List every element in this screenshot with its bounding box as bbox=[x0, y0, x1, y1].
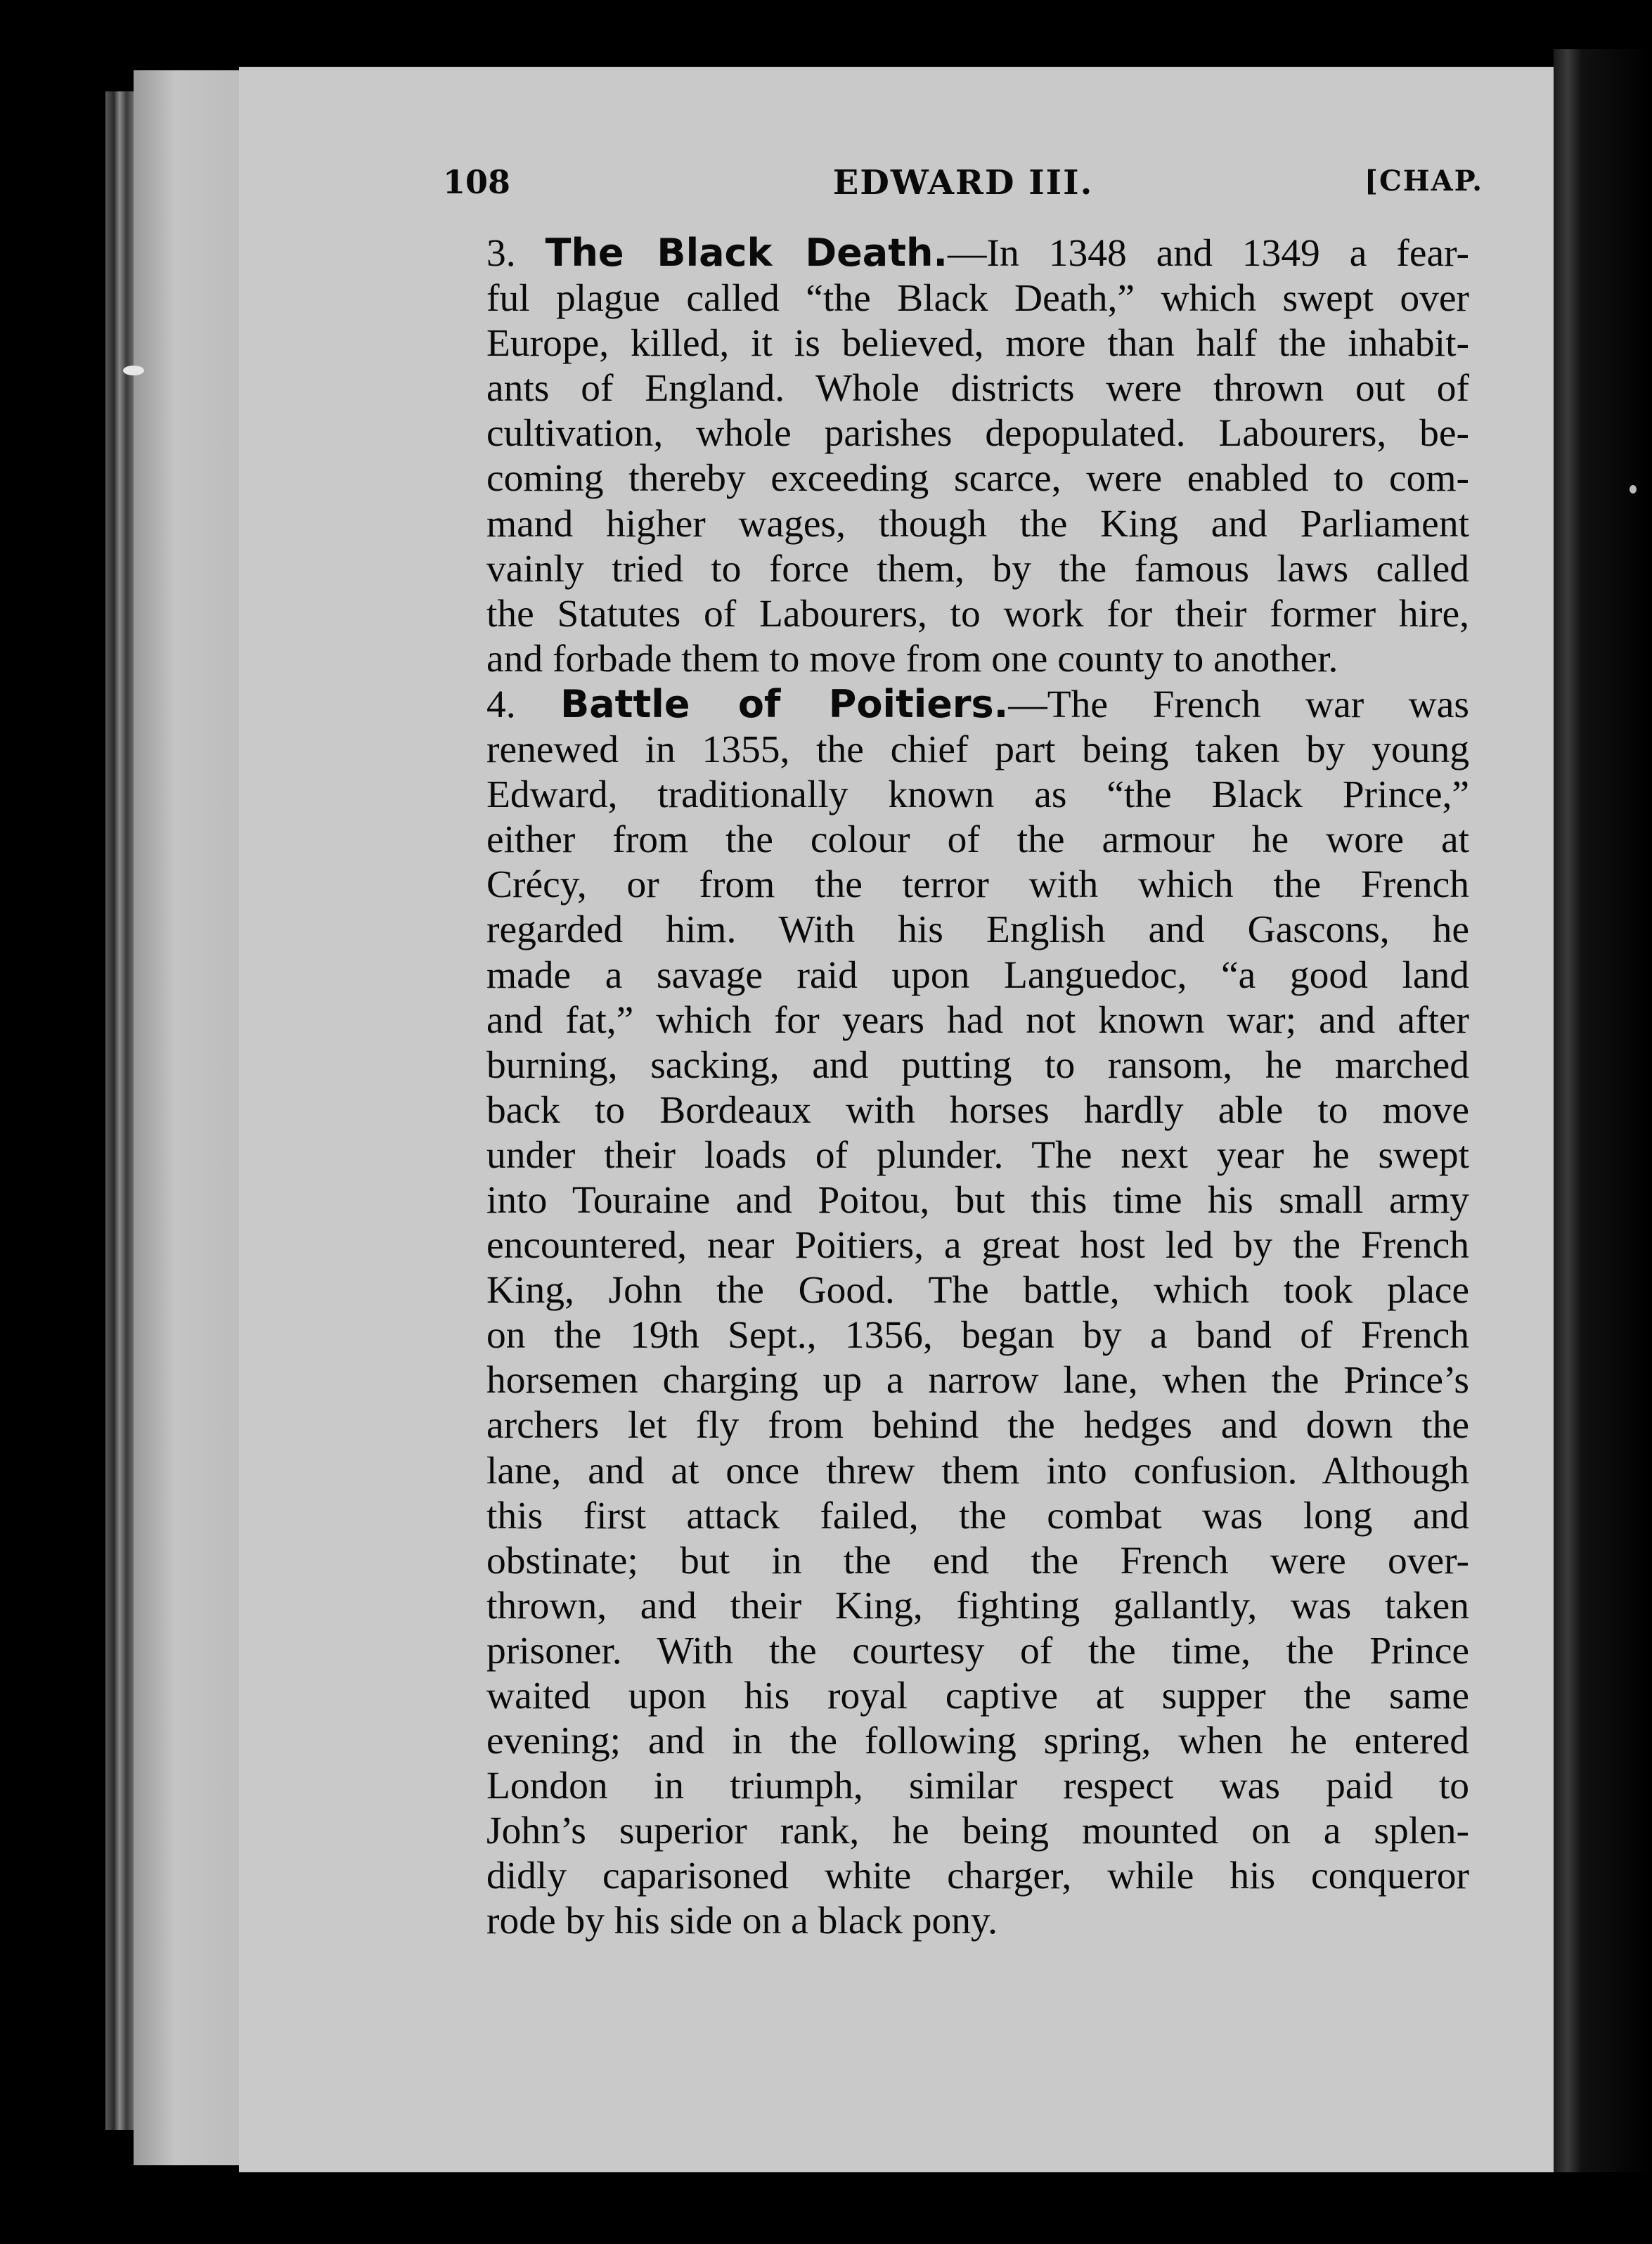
book-binding bbox=[105, 91, 134, 2130]
text-line: encountered, near Poitiers, a great host led by the French bbox=[486, 1224, 1469, 1268]
text-line: ants of England. Whole districts were thrown out of bbox=[486, 367, 1469, 411]
running-title: EDWARD III. bbox=[832, 163, 1094, 202]
text-line: Crécy, or from the terror with which the French bbox=[486, 863, 1469, 907]
dust-speck bbox=[1630, 485, 1637, 494]
running-header bbox=[443, 163, 1483, 212]
text-line: this first attack failed, the combat was long and bbox=[486, 1494, 1469, 1537]
facing-page-edge bbox=[1554, 49, 1652, 2193]
text-line: didly caparisoned white charger, while his conqueror bbox=[486, 1855, 1469, 1898]
section-black-death bbox=[430, 231, 1469, 682]
text-line: either from the colour of the armour he wore at bbox=[486, 818, 1469, 862]
text-line: rode by his side on a black pony. bbox=[486, 1900, 998, 1943]
text-line: London in triumph, similar respect was paid to bbox=[486, 1765, 1469, 1808]
dust-speck bbox=[123, 366, 144, 375]
text-line: evening; and in the following spring, when he entered bbox=[486, 1720, 1469, 1763]
text-line: archers let fly from behind the hedges and down the bbox=[486, 1404, 1469, 1447]
text-line: thrown, and their King, fighting gallantly, was taken bbox=[486, 1584, 1469, 1627]
text-line: coming thereby exceeding scarce, were enabled to com- bbox=[486, 457, 1469, 501]
text-line: the Statutes of Labourers, to work for their former hire, bbox=[486, 592, 1469, 636]
text-line: horsemen charging up a narrow lane, when the Prince’s bbox=[486, 1359, 1469, 1402]
text-line: and forbade them to move from one county to another. bbox=[486, 637, 1338, 681]
text-line: regarded him. With his English and Gascons, he bbox=[486, 908, 1469, 952]
text-line: 3. The Black Death.—In 1348 and 1349 a fear- bbox=[486, 231, 1469, 275]
scan-border bbox=[105, 2172, 1652, 2244]
text-line: under their loads of plunder. The next year he swept bbox=[486, 1133, 1469, 1177]
text-line: renewed in 1355, the chief part being taken by young bbox=[486, 728, 1469, 772]
text-line: King, John the Good. The battle, which took place bbox=[486, 1269, 1469, 1313]
section-heading: The Black Death. bbox=[545, 231, 948, 275]
text-line: back to Bordeaux with horses hardly able to move bbox=[486, 1088, 1469, 1132]
section-number: 4. bbox=[486, 683, 516, 726]
text-line: obstinate; but in the end the French were over- bbox=[486, 1539, 1469, 1582]
page-gutter bbox=[134, 70, 239, 2165]
text-line: ful plague called “the Black Death,” which swept over bbox=[486, 277, 1469, 321]
text-line: prisoner. With the courtesy of the time, the Prince bbox=[486, 1629, 1469, 1672]
text-line: cultivation, whole parishes depopulated. Labourers, be- bbox=[486, 412, 1469, 456]
section-number: 3. bbox=[486, 232, 516, 275]
text-line: 4. Battle of Poitiers.—The French war was bbox=[486, 681, 1469, 726]
text-line: and fat,” which for years had not known war; and after bbox=[486, 998, 1469, 1042]
page-number: 108 bbox=[443, 163, 511, 201]
text-line: mand higher wages, though the King and Parliament bbox=[486, 502, 1469, 546]
chapter-marker: [CHAP. bbox=[1364, 165, 1483, 198]
text-line: John’s superior rank, he being mounted on a splen- bbox=[486, 1810, 1469, 1853]
text-line: waited upon his royal captive at supper the same bbox=[486, 1675, 1469, 1717]
text-line: vainly tried to force them, by the famous laws called bbox=[486, 547, 1469, 591]
section-battle-of-poitiers bbox=[430, 682, 1469, 1945]
text-line: Edward, traditionally known as “the Black Prince,” bbox=[486, 773, 1469, 817]
text-line: made a savage raid upon Languedoc, “a good land bbox=[486, 953, 1469, 997]
text-line: Europe, killed, it is believed, more than half the inhabit- bbox=[486, 322, 1469, 366]
text-line: into Touraine and Poitou, but this time his small army bbox=[486, 1178, 1469, 1222]
text-line: on the 19th Sept., 1356, began by a band of French bbox=[486, 1314, 1469, 1358]
text-line: burning, sacking, and putting to ransom, he marched bbox=[486, 1043, 1469, 1087]
section-heading: Battle of Poitiers. bbox=[560, 681, 1009, 726]
page-body bbox=[430, 231, 1469, 1945]
text-line: lane, and at once threw them into confusion. Although bbox=[486, 1449, 1469, 1492]
